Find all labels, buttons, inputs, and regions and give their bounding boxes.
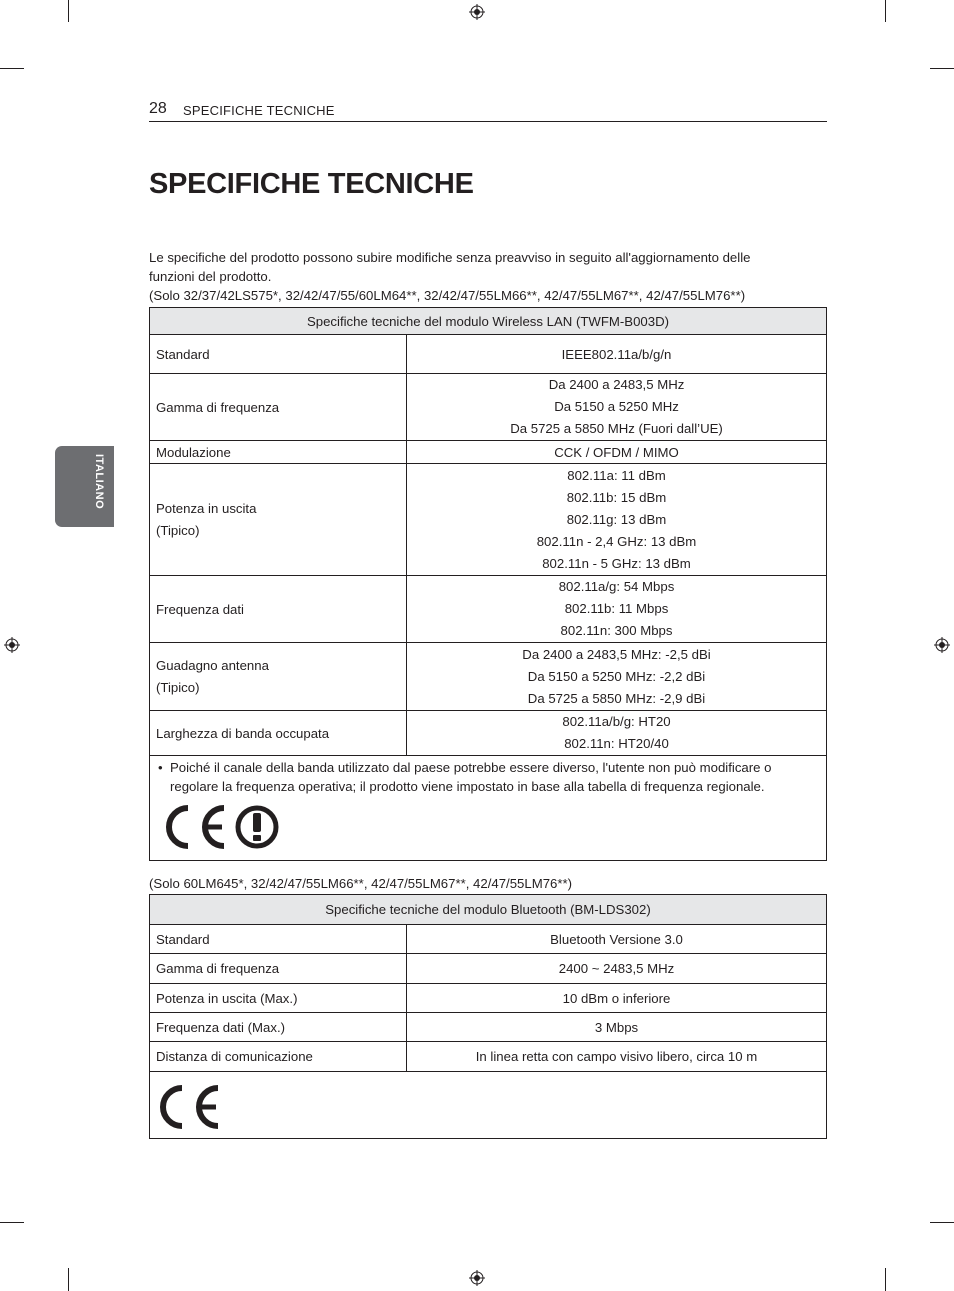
row-value: IEEE802.11a/b/g/n [407, 335, 827, 374]
row-value [407, 374, 827, 441]
registration-mark-icon [4, 637, 20, 653]
ce-mark-icon [158, 1084, 228, 1130]
value-line: Da 2400 a 2483,5 MHz [548, 377, 685, 392]
running-title: SPECIFICHE TECNICHE [183, 103, 335, 118]
label-line: Potenza in uscita [156, 500, 257, 516]
value-line: 802.11b: 11 Mbps [564, 601, 669, 616]
label-line: (Tipico) [156, 522, 200, 538]
language-tab [55, 446, 114, 527]
table-row [150, 374, 827, 441]
table-row [150, 576, 827, 643]
wlan-spec-table [149, 307, 827, 861]
row-value [407, 711, 827, 756]
row-label [150, 643, 407, 711]
crop-mark [930, 1222, 954, 1223]
value-line: 802.11g: 13 dBm [566, 511, 667, 527]
row-value: In linea retta con campo visivo libero, circa 10 m [407, 1042, 827, 1072]
row-label: Standard [150, 335, 407, 374]
bullet-icon: • [158, 760, 163, 775]
value-line: 802.11n: 300 Mbps [560, 623, 673, 638]
crop-mark [0, 68, 24, 69]
table-row [150, 441, 827, 464]
row-label: Standard [150, 925, 407, 954]
intro-paragraph [149, 248, 829, 305]
value-line: Da 2400 a 2483,5 MHz: -2,5 dBi [522, 646, 711, 662]
row-label: Larghezza di banda occupata [150, 711, 407, 756]
page-title: SPECIFICHE TECNICHE [149, 168, 474, 200]
table-row [150, 925, 827, 954]
crop-mark [930, 68, 954, 69]
note-cell [150, 756, 827, 861]
page-number: 28 [149, 100, 167, 117]
value-line: Da 5725 a 5850 MHz: -2,9 dBi [527, 690, 706, 706]
row-label: Potenza in uscita (Max.) [150, 984, 407, 1013]
value-line: 802.11n - 5 GHz: 13 dBm [542, 555, 691, 571]
note-text [156, 756, 820, 796]
logo-cell [150, 1072, 827, 1139]
row-value: 10 dBm o inferiore [407, 984, 827, 1013]
page-header [149, 100, 827, 122]
registration-mark-icon [469, 1270, 485, 1286]
table-row [150, 464, 827, 576]
intro-models: (Solo 32/37/42LS575*, 32/42/47/55/60LM64**, 32/42/47/55LM66**, 42/47/55LM67**, 42/47/55LM76**) [149, 288, 746, 303]
row-value [407, 464, 827, 576]
crop-mark [68, 0, 69, 22]
note-line: Poiché il canale della banda utilizzato dal paese potrebbe essere diverso, l'utente non può modificare o [170, 760, 772, 775]
table-row [150, 984, 827, 1013]
value-line: 802.11n - 2,4 GHz: 13 dBm [536, 533, 697, 549]
bluetooth-table-header: Specifiche tecniche del modulo Bluetooth (BM-LDS302) [150, 895, 827, 925]
label-line: Guadagno antenna [156, 657, 269, 673]
row-label: Modulazione [150, 441, 407, 464]
registration-mark-icon [469, 4, 485, 20]
value-line: 802.11b: 15 dBm [566, 489, 667, 505]
note-line: regolare la frequenza operativa; il prodotto viene impostato in base alla tabella di frequenza regionale. [170, 779, 765, 794]
row-label: Gamma di frequenza [150, 954, 407, 984]
value-line: 802.11n: HT20/40 [564, 736, 669, 751]
row-label: Gamma di frequenza [150, 374, 407, 441]
row-label: Frequenza dati (Max.) [150, 1013, 407, 1042]
row-label: Distanza di comunicazione [150, 1042, 407, 1072]
bluetooth-spec-table [149, 894, 827, 1139]
ce-mark-icon [164, 804, 284, 850]
table-row [150, 1042, 827, 1072]
table-row [150, 1013, 827, 1042]
row-value: 2400 ~ 2483,5 MHz [407, 954, 827, 984]
alert-circle-icon [238, 808, 276, 846]
row-value [407, 643, 827, 711]
crop-mark [885, 0, 886, 22]
table-row [150, 756, 827, 861]
table-row [150, 643, 827, 711]
intro-line: funzioni del prodotto. [149, 269, 272, 284]
crop-mark [885, 1268, 886, 1291]
value-line: Da 5725 a 5850 MHz (Fuori dall’UE) [510, 421, 723, 436]
crop-mark [0, 1222, 24, 1223]
crop-mark [68, 1268, 69, 1291]
table-row [150, 335, 827, 374]
intro-line: Le specifiche del prodotto possono subire modifiche senza preavviso in seguito all'aggiornamento delle [149, 250, 751, 265]
value-line: 802.11a/b/g: HT20 [562, 714, 671, 729]
value-line: Da 5150 a 5250 MHz [554, 399, 679, 414]
table-row [150, 954, 827, 984]
row-value: CCK / OFDM / MIMO [407, 441, 827, 464]
registration-mark-icon [934, 637, 950, 653]
row-value: 3 Mbps [407, 1013, 827, 1042]
row-label [150, 464, 407, 576]
row-value: Bluetooth Versione 3.0 [407, 925, 827, 954]
value-line: 802.11a: 11 dBm [567, 467, 666, 483]
bluetooth-intro-models: (Solo 60LM645*, 32/42/47/55LM66**, 42/47/55LM67**, 42/47/55LM76**) [149, 876, 573, 891]
row-label: Frequenza dati [150, 576, 407, 643]
table-row [150, 711, 827, 756]
wlan-table-header: Specifiche tecniche del modulo Wireless LAN (TWFM-B003D) [150, 308, 827, 335]
value-line: Da 5150 a 5250 MHz: -2,2 dBi [527, 668, 706, 684]
label-line: (Tipico) [156, 679, 200, 695]
table-row [150, 1072, 827, 1139]
language-tab-label: ITALIANO [93, 454, 105, 510]
row-value [407, 576, 827, 643]
value-line: 802.11a/g: 54 Mbps [558, 579, 675, 594]
